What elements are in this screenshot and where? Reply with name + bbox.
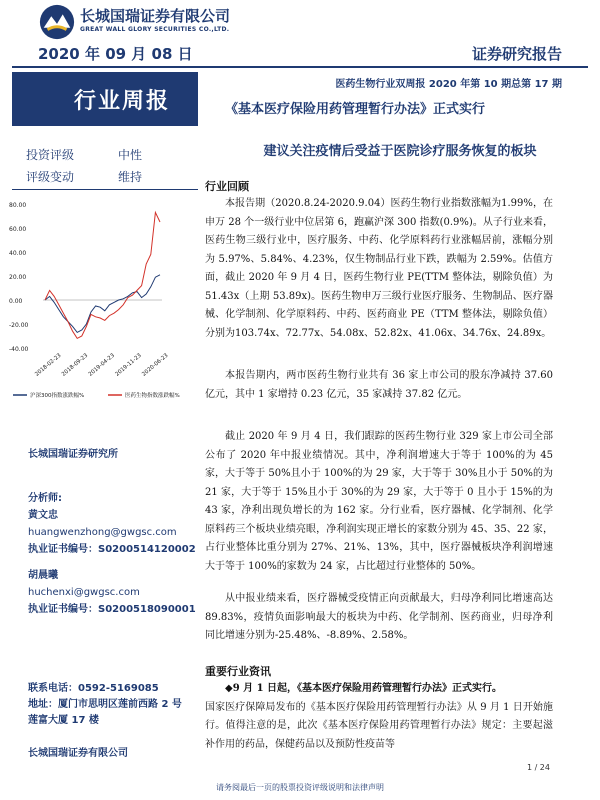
paragraph-text: 从中报业绩来看，医疗器械受疫情正向贡献最大，归母净利同比增速高达 89.83%，疫情负面影响最大的板块为中药、化学制剂、医药商业，归母净利同比增速分别为-25.48%、-8.89%、2.58%。 — [205, 593, 553, 641]
y-tick-label: 80.00 — [9, 202, 27, 209]
analyst-block-1 — [28, 490, 196, 558]
y-tick-label: -20.00 — [9, 322, 29, 329]
analyst-name: 胡晨曦 — [28, 570, 58, 581]
paragraph-text: 本报告期（2020.8.24-2020.9.04）医药生物行业指数涨幅为1.99%，在申万 28 个一级行业中位居第 6，跑赢沪深 300 指数(0.9%)。从子行业来看，医药生物三级行业中，医疗服务、中药、化学原料药行业涨幅居前，涨幅分别为 5.97%、5.84%、4.23%，仅生物制品行业下跌，跌幅为 2.59%。估值方面，截止 2020 年 9 月 4 日，医药生物行业 PE(TTM 整体法，剔除负值）为 51.43x（上期 53.89x)。医药生物申万三级行业医疗服务、生物制品、医疗器械、化学制剂、化学原料药、中药、医药商业 PE（TTM 整体法，剔除负值）分别为103.74x、72.77x、54.08x、52.82x、41.06x、34.76x、24.89x。 — [205, 198, 553, 339]
header-divider — [12, 66, 588, 68]
y-tick-label: 0.00 — [9, 298, 23, 305]
company-name-cn: 长城国瑞证券有限公司 — [80, 7, 231, 25]
rating-invest-label: 投资评级 — [26, 148, 75, 162]
disclaimer: 请务阅最后一页的股票投资评级说明和法律声明 — [216, 783, 384, 792]
rating-change-value: 维持 — [118, 170, 143, 184]
analyst-cert: 执业证书编号：S0200514120002 — [28, 544, 196, 555]
x-tick-label: 2019-11-23 — [114, 352, 143, 378]
analyst-email: huangwenzhong@gwgsc.com — [28, 527, 177, 538]
y-tick-label: -40.00 — [9, 346, 29, 353]
contact-info — [28, 681, 182, 729]
footer-company: 长城国瑞证券有限公司 — [28, 748, 128, 759]
report-badge — [12, 72, 198, 126]
report-series: 医药生物行业双周报 2020 年第 10 期总第 17 期 — [335, 79, 562, 90]
analyst-label: 分析师: — [28, 493, 62, 504]
index-performance-chart — [5, 196, 200, 404]
company-name-en: GREAT WALL GLORY SECURITIES CO.,LTD. — [80, 26, 230, 33]
company-logo — [38, 3, 76, 41]
contact-phone: 联系电话：0592-5169085 — [28, 683, 159, 694]
series-line — [45, 212, 160, 338]
review-paragraph-4 — [205, 590, 553, 646]
paragraph-text: 本报告期内，两市医药生物行业共有 36 家上市公司的股东净减持 37.60 亿元，其中 1 家增持 0.23 亿元，35 家减持 37.82 亿元。 — [205, 370, 553, 400]
y-tick-label: 20.00 — [9, 274, 27, 281]
news-item-body: 国家医疗保障局发布的《基本医疗保险用药管理暂行办法》从 9 月 1 日开始施行。值得注意的是，此次《基本医疗保险用药管理暂行办法》规定：主要起滋补作用的药品，保健药品以及预防性疫苗等 — [205, 701, 553, 750]
section-heading-news: 重要行业资讯 — [205, 665, 271, 678]
rating-change-label: 评级变动 — [26, 170, 75, 184]
x-tick-label: 2018-02-23 — [34, 352, 63, 378]
report-badge-label: 行业周报 — [73, 89, 170, 114]
rating-divider — [12, 189, 198, 190]
x-tick-label: 2020-06-23 — [141, 352, 170, 378]
report-date: 2020 年 09 月 08 日 — [38, 45, 193, 63]
y-tick-label: 40.00 — [9, 250, 27, 257]
section-heading-review: 行业回顾 — [205, 180, 249, 193]
report-type: 证券研究报告 — [471, 45, 562, 63]
review-paragraph-1 — [205, 195, 553, 343]
analyst-email: huchenxi@gwgsc.com — [28, 587, 140, 598]
contact-address-2: 莲富大厦 17 楼 — [28, 715, 99, 726]
analyst-cert: 执业证书编号：S0200518090001 — [28, 604, 196, 615]
rating-invest-value: 中性 — [118, 148, 143, 162]
report-title: 《基本医疗保险用药管理暂行办法》正式实行 — [225, 102, 486, 117]
x-tick-label: 2019-04-23 — [87, 352, 117, 378]
report-subtitle: 建议关注疫情后受益于医院诊疗服务恢复的板块 — [263, 144, 537, 159]
contact-address: 地址：厦门市思明区莲前西路 2 号 — [28, 699, 182, 710]
legend-label: 医药生物指数涨跌幅% — [125, 393, 180, 399]
news-item — [205, 680, 553, 754]
paragraph-text: 截止 2020 年 9 月 4 日，我们跟踪的医药生物行业 329 家上市公司全部公布了 2020 年中报业绩情况。其中，净利润增速大于等于 100%的为 45 家，大于等于 50%且小于 100%的为 29 家，大于等于 30%且小于 50%的为 21 家，大于等于 15%且小于 30%的为 29 家，大于等于 0 且小于 15%的为 43 家，净利出现负增长的为 162 家。分行业看，医疗器械、化学制剂、化学原料药三个板块业绩亮眼，净利润实现正增长的家数分别为 45、35、22 家，占行业整体比重分别为 27%、21%、13%，其中，医疗器械板块净利润增速大于等于 100%的家数为 24 家，占比超过行业整体的 50%。 — [205, 431, 553, 572]
review-paragraph-3 — [205, 428, 553, 576]
news-item-title: ◆9 月 1 日起，《基本医疗保险用药管理暂行办法》正式实行。 — [225, 683, 503, 694]
x-tick-label: 2018-09-23 — [60, 352, 90, 378]
analyst-name: 黄文忠 — [28, 510, 58, 521]
legend-label: 沪深300指数涨跌幅% — [30, 393, 85, 399]
institute-name: 长城国瑞证券研究所 — [28, 449, 118, 460]
analyst-block-2 — [28, 567, 196, 618]
series-line — [45, 275, 160, 333]
review-paragraph-2 — [205, 367, 553, 404]
y-tick-label: 60.00 — [9, 226, 27, 233]
page-number: 1 / 24 — [526, 763, 550, 772]
